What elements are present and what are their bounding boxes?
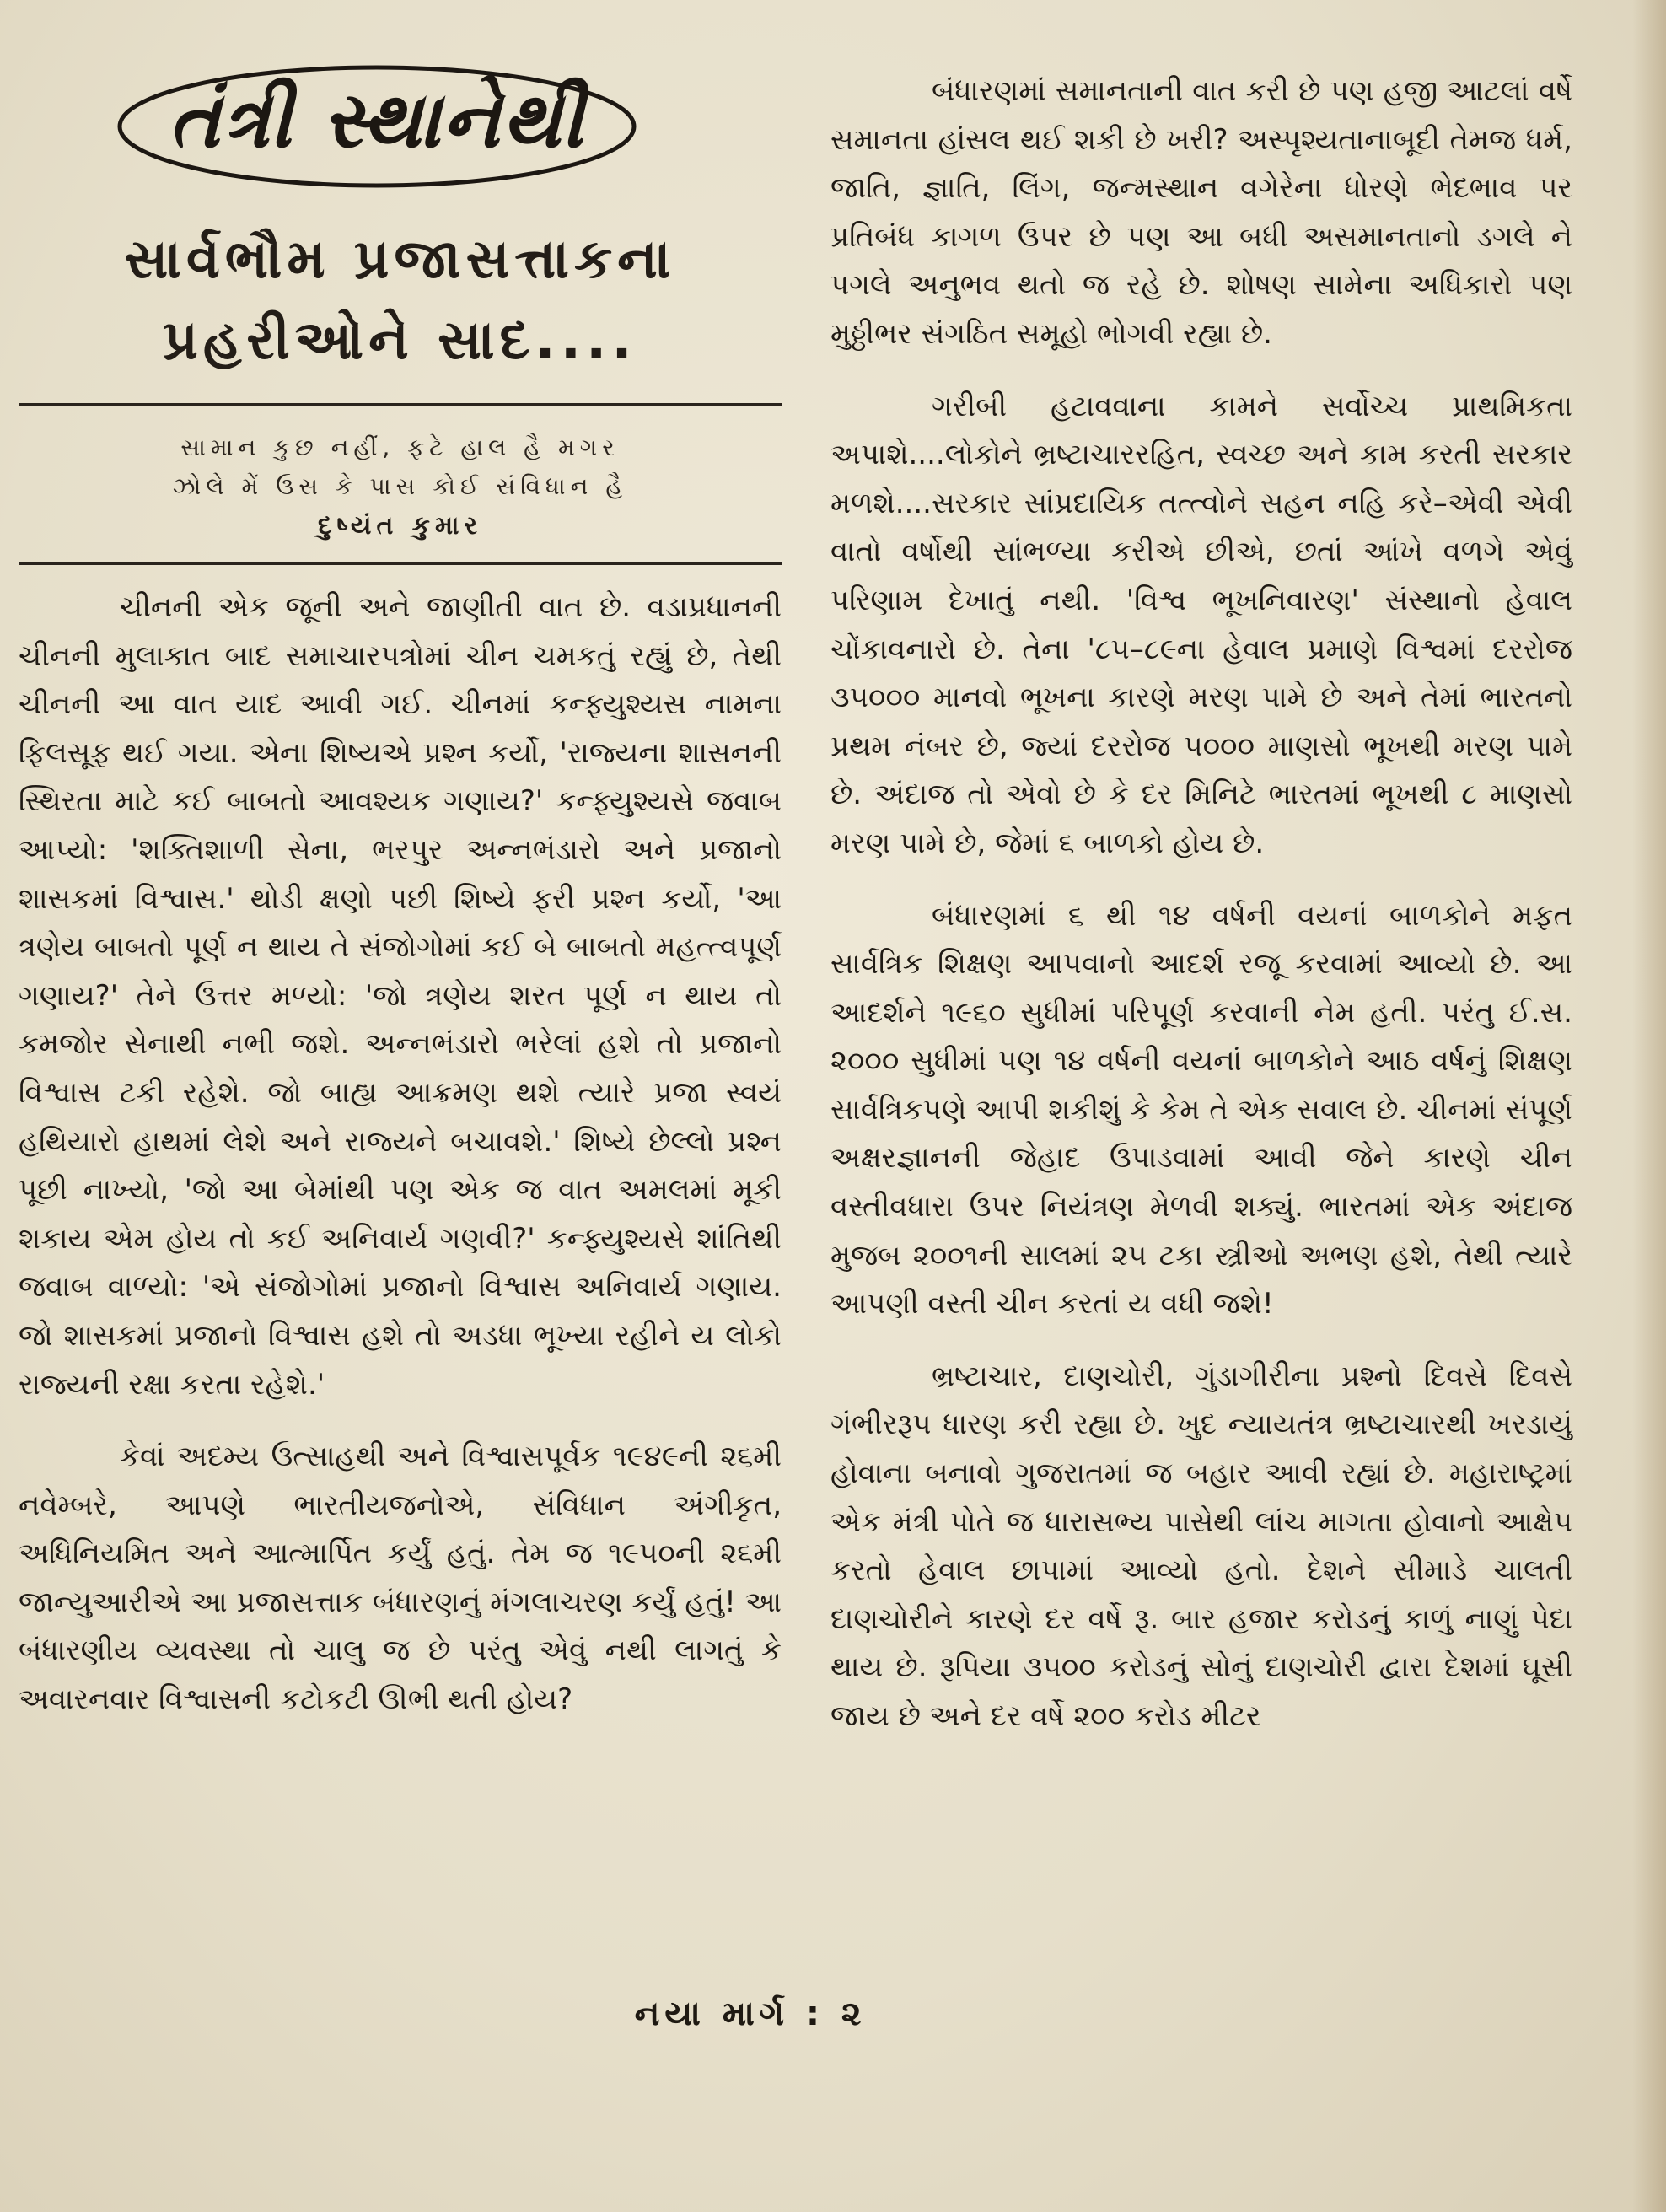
epigraph <box>19 428 782 506</box>
epigraph-line-1: સામાન કુછ નહીં, ફટે હાલ હૈ મગર <box>180 433 620 461</box>
editorial-logo <box>111 59 642 194</box>
logo-text: તંત્રી સ્થાનેથી <box>169 74 585 165</box>
paragraph: કેવાં અદમ્ય ઉત્સાહથી અને વિશ્વાસપૂર્વક ૧૯૪૯ની ૨૬મી નવેમ્બરે, આપણે ભારતીયજનોએ, સંવિધાન અંગીકૃત, અધિનિયમિત અને આત્માર્પિત કર્યું હતું. તેમ જ ૧૯૫૦ની ૨૬મી જાન્યુઆરીએ આ પ્રજાસત્તાક બંધારણનું મંગલાચરણ કર્યું હતું! આ બંધારણીય વ્યવસ્થા તો ચાલુ જ છે પરંતુ એવું નથી લાગતું કે અવારનવાર વિશ્વાસની કટોકટી ઊભી થતી હોય? <box>19 1440 782 1717</box>
paragraph: બંધારણમાં ૬ થી ૧૪ વર્ષની વયનાં બાળકોને મફત સાર્વત્રિક શિક્ષણ આપવાનો આદર્શ રજૂ કરવામાં આવ્યો છે. આ આદર્શને ૧૯૬૦ સુધીમાં પરિપૂર્ણ કરવાની નેમ હતી. પરંતુ ઈ.સ. ૨૦૦૦ સુધીમાં પણ ૧૪ વર્ષની વયનાં બાળકોને આઠ વર્ષનું શિક્ષણ સાર્વત્રિકપણે આપી શકીશું કે કેમ તે એક સવાલ છે. ચીનમાં સંપૂર્ણ અક્ષરજ્ઞાનની જેહાદ ઉપાડવામાં આવી જેને કારણે ચીન વસ્તીવધારા ઉપર નિયંત્રણ મેળવી શક્યું. ભારતમાં એક અંદાજ મુજબ ૨૦૦૧ની સાલમાં ૨૫ ટકા સ્ત્રીઓ અભણ હશે, તેથી ત્યારે આપણી વસ્તી ચીન કરતાં ય વધી જશે! <box>830 898 1572 1321</box>
left-body <box>19 584 782 1725</box>
paragraph: ચીનની એક જૂની અને જાણીતી વાત છે. વડાપ્રધાનની ચીનની મુલાકાત બાદ સમાચારપત્રોમાં ચીન ચમકતું રહ્યું છે, તેથી ચીનની આ વાત યાદ આવી ગઈ. ચીનમાં કન્ફ્યુશ્યસ નામના ફિલસૂફ થઈ ગયા. એના શિષ્યએ પ્રશ્ન કર્યો, 'રાજ્યના શાસનની સ્થિરતા માટે કઈ બાબતો આવશ્યક ગણાય?' કન્ફ્યુશ્યસે જવાબ આપ્યો: 'શક્તિશાળી સેના, ભરપુર અન્નભંડારો અને પ્રજાનો શાસકમાં વિશ્વાસ.' થોડી ક્ષણો પછી શિષ્યે ફરી પ્રશ્ન કર્યો, 'આ ત્રણેય બાબતો પૂર્ણ ન થાય તે સંજોગોમાં કઈ બે બાબતો મહત્ત્વપૂર્ણ ગણાય?' તેને ઉત્તર મળ્યો: 'જો ત્રણેય શરત પૂર્ણ ન થાય તો કમજોર સેનાથી નભી જશે. અન્નભંડારો ભરેલાં હશે તો પ્રજાનો વિશ્વાસ ટકી રહેશે. જો બાહ્ય આક્રમણ થશે ત્યારે પ્રજા સ્વયં હથિયારો હાથમાં લેશે અને રાજ્યને બચાવશે.' શિષ્યે છેલ્લો પ્રશ્ન પૂછી નાખ્યો, 'જો આ બેમાંથી પણ એક જ વાત અમલમાં મૂકી શકાય એમ હોય તો કઈ અનિવાર્ય ગણવી?' કન્ફ્યુશ્યસે શાંતિથી જવાબ વાળ્યો: 'એ સંજોગોમાં પ્રજાનો વિશ્વાસ અનિવાર્ય ગણાય. જો શાસકમાં પ્રજાનો વિશ્વાસ હશે તો અડધા ભૂખ્યા રહીને ય લોકો રાજ્યની રક્ષા કરતા રહેશે.' <box>19 590 782 1402</box>
epigraph-divider <box>19 562 782 565</box>
page-edge-shadow <box>1632 0 1666 2212</box>
headline-divider <box>19 403 782 406</box>
paragraph: ભ્રષ્ટાચાર, દાણચોરી, ગુંડાગીરીના પ્રશ્નો દિવસે દિવસે ગંભીરરૂપ ધારણ કરી રહ્યા છે. ખુદ ન્યાયતંત્ર ભ્રષ્ટાચારથી ખરડાયું હોવાના બનાવો ગુજરાતમાં જ બહાર આવી રહ્યાં છે. મહારાષ્ટ્રમાં એક મંત્રી પોતે જ ધારાસભ્ય પાસેથી લાંચ માગતા હોવાનો આક્ષેપ કરતો હેવાલ છાપામાં આવ્યો હતો. દેશને સીમાડે ચાલતી દાણચોરીને કારણે દર વર્ષે રૂ. બાર હજાર કરોડનું કાળું નાણું પેદા થાય છે. રૂપિયા ૩૫૦૦ કરોડનું સોનું દાણચોરી દ્વારા દેશમાં ઘૂસી જાય છે અને દર વર્ષે ૨૦૦ કરોડ મીટર <box>830 1359 1572 1733</box>
paragraph: બંધારણમાં સમાનતાની વાત કરી છે પણ હજી આટલાં વર્ષે સમાનતા હાંસલ થઈ શકી છે ખરી? અસ્પૃશ્યતાનાબૂદી તેમજ ધર્મ, જાતિ, જ્ઞાતિ, લિંગ, જન્મસ્થાન વગેરેના ધોરણે ભેદભાવ પર પ્રતિબંધ કાગળ ઉપર છે પણ આ બધી અસમાનતાનો ડગલે ને પગલે અનુભવ થતો જ રહે છે. શોષણ સામેના અધિકારો પણ મુઠ્ઠીભર સંગઠિત સમૂહો ભોગવી રહ્યા છે. <box>830 74 1572 351</box>
paragraph: ગરીબી હટાવવાના કામને સર્વોચ્ચ પ્રાથમિકતા અપાશે....લોકોને ભ્રષ્ટાચારરહિત, સ્વચ્છ અને કામ કરતી સરકાર મળશે....સરકાર સાંપ્રદાયિક તત્ત્વોને સહન નહિ કરે–એવી એવી વાતો વર્ષોથી સાંભળ્યા કરીએ છીએ, છતાં આંખે વળગે એવું પરિણામ દેખાતું નથી. 'વિશ્વ ભૂખનિવારણ' સંસ્થાનો હેવાલ ચોંકાવનારો છે. તેના '૮૫–૮૯ના હેવાલ પ્રમાણે વિશ્વમાં દરરોજ ૩૫૦૦૦ માનવો ભૂખના કારણે મરણ પામે છે અને તેમાં ભારતનો પ્રથમ નંબર છે, જ્યાં દરરોજ ૫૦૦૦ માણસો ભૂખથી મરણ પામે છે. અંદાજ તો એવો છે કે દર મિનિટે ભારતમાં ભૂખથી ૮ માણસો મરણ પામે છે, જેમાં ૬ બાળકો હોય છે. <box>830 389 1572 860</box>
epigraph-line-2: ઝોલે મેં ઉસ કે પાસ કોઈ સંવિધાન હૈ <box>172 472 628 500</box>
right-column <box>830 67 1572 1741</box>
headline-line-1: સાર્વભૌમ પ્રજાસત્તાકના <box>124 229 676 291</box>
epigraph-author: દુષ્યંત કુમાર <box>317 511 483 541</box>
article-headline <box>19 219 782 381</box>
headline-line-2: પ્રહરીઓને સાદ.... <box>163 309 637 372</box>
left-column <box>19 59 782 1725</box>
page-footer: નયા માર્ગ : ૨ <box>634 1994 867 2033</box>
